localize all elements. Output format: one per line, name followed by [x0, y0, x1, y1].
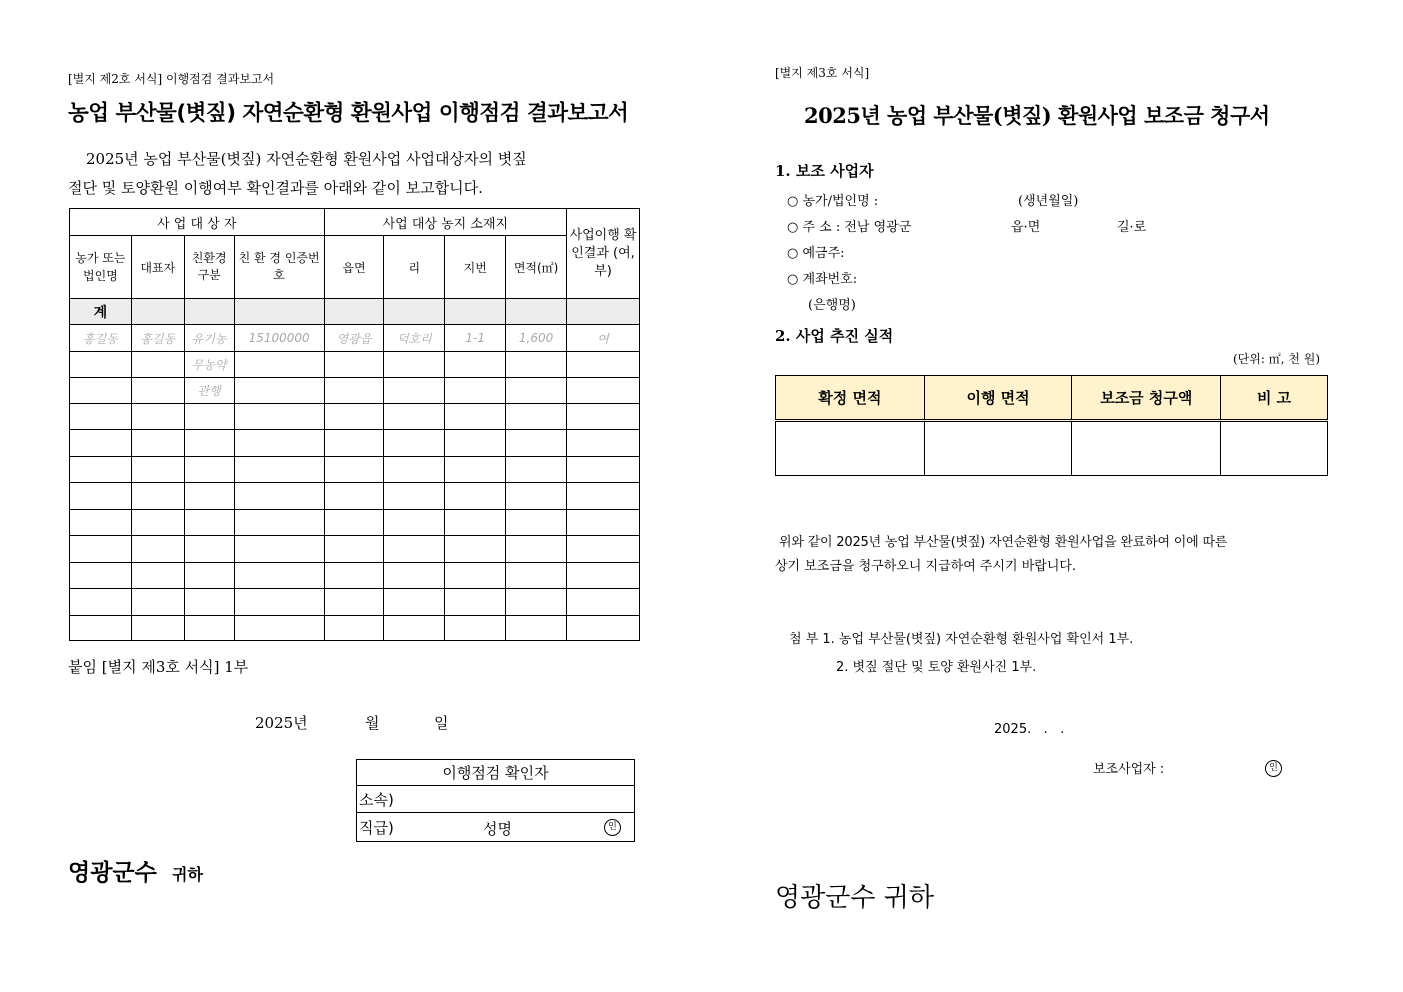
- col-area: 면적(㎡): [506, 236, 567, 299]
- page-title-left: 농업 부산물(볏짚) 자연순환형 환원사업 이행점검 결과보고서: [68, 101, 629, 126]
- confirmer-title: 이행점검 확인자: [357, 760, 635, 786]
- confirmer-box: [356, 759, 635, 842]
- section-heading-applicant: 1. 보조 사업자: [775, 162, 874, 180]
- group-header-farmland: 사업 대상 농지 소재지: [324, 209, 567, 236]
- seal-icon: 인: [1265, 760, 1282, 777]
- col-lot: 지번: [445, 236, 506, 299]
- attachment-item-1: 첨 부 1. 농업 부산물(볏짚) 자연순환형 환원사업 확인서 1부.: [789, 632, 1134, 647]
- th-confirmed-area: 확정 면적: [776, 376, 925, 421]
- table-row: [70, 404, 640, 430]
- col-eco-type: 친환경 구분: [184, 236, 234, 299]
- field-address-road: 길·로: [1117, 220, 1147, 235]
- table-row: [70, 483, 640, 510]
- table-row: [70, 536, 640, 563]
- field-birthdate: (생년월일): [1018, 194, 1079, 209]
- body-text-line-2: 상기 보조금을 청구하오니 지급하여 주시기 바랍니다.: [775, 559, 1077, 574]
- intro-line-1: 2025년 농업 부산물(볏짚) 자연순환형 환원사업 사업대상자의 볏짚: [86, 150, 527, 168]
- col-ri: 리: [384, 236, 445, 299]
- recipient-suffix-left: 귀하: [172, 865, 203, 884]
- th-subsidy-amount: 보조금 청구액: [1072, 376, 1221, 421]
- intro-line-2: 절단 및 토양환원 이행여부 확인결과를 아래와 같이 보고합니다.: [68, 179, 483, 197]
- table-row: [70, 510, 640, 536]
- col-cert-number: 친 환 경 인증번호: [234, 236, 324, 299]
- section-heading-performance: 2. 사업 추진 실적: [775, 327, 894, 345]
- attachment-note: 붙임 [별지 제3호 서식] 1부: [68, 658, 249, 676]
- th-remarks: 비 고: [1221, 376, 1328, 421]
- table-row: [70, 616, 640, 641]
- field-account-number: ○ 계좌번호:: [787, 272, 858, 287]
- cell-remarks[interactable]: [1221, 421, 1328, 476]
- body-text-line-1: 위와 같이 2025년 농업 부산물(볏짚) 자연순환형 환원사업을 완료하여 이에 따른: [779, 535, 1228, 550]
- performance-table: [775, 375, 1328, 476]
- col-result: 사업이행 확인결과 (여,부): [567, 209, 640, 299]
- table-row: [70, 430, 640, 457]
- cell-subsidy-amount[interactable]: [1072, 421, 1221, 476]
- confirmer-rank-row[interactable]: [357, 813, 635, 842]
- table-row: 무농약: [70, 352, 640, 378]
- th-implemented-area: 이행 면적: [924, 376, 1072, 421]
- field-farm-name: ○ 농가/법인명 :: [787, 194, 879, 209]
- cell-confirmed-area[interactable]: [776, 421, 925, 476]
- table-row: [70, 457, 640, 483]
- date-right: 2025. . .: [994, 722, 1065, 737]
- table-row: [70, 589, 640, 616]
- col-farm-name: 농가 또는 법인명: [70, 236, 132, 299]
- recipient-right: 영광군수 귀하: [775, 883, 934, 913]
- field-bank-name: (은행명): [808, 298, 856, 313]
- date-year: 2025년: [255, 714, 308, 732]
- attachment-item-2: 2. 볏짚 절단 및 토양 환원사진 1부.: [836, 660, 1037, 675]
- form-tag-left: [별지 제2호 서식] 이행점검 결과보고서: [68, 72, 275, 86]
- form-tag-right: [별지 제3호 서식]: [775, 66, 870, 80]
- recipient-left: 영광군수: [68, 859, 157, 886]
- page-title-right: 2025년 농업 부산물(볏짚) 환원사업 보조금 청구서: [804, 103, 1270, 128]
- total-label: 계: [70, 299, 132, 325]
- example-row: 홍길동 홍길동 유기농 15100000 영광읍 덕호리 1-1 1,600 여: [70, 325, 640, 352]
- field-address-town: 읍·면: [1011, 220, 1041, 235]
- inspection-table: [69, 208, 640, 641]
- table-row: 관행: [70, 378, 640, 404]
- group-header-applicant: 사 업 대 상 자: [70, 209, 325, 236]
- confirmer-rank: 직급): [359, 818, 394, 837]
- unit-note: (단위: ㎡, 천 원): [1233, 352, 1321, 366]
- table-row: [70, 563, 640, 589]
- field-account-holder: ○ 예금주:: [787, 246, 845, 261]
- seal-icon: 인: [604, 819, 621, 836]
- cell-implemented-area[interactable]: [924, 421, 1072, 476]
- confirmer-affiliation[interactable]: 소속): [357, 786, 635, 813]
- applicant-label: 보조사업자 :: [1093, 762, 1165, 777]
- col-town: 읍면: [324, 236, 384, 299]
- confirmer-name-label: 성명: [483, 820, 512, 838]
- date-day: 일: [434, 714, 449, 732]
- col-representative: 대표자: [131, 236, 184, 299]
- date-month: 월: [365, 714, 380, 732]
- field-address: ○ 주 소 : 전남 영광군: [787, 220, 912, 235]
